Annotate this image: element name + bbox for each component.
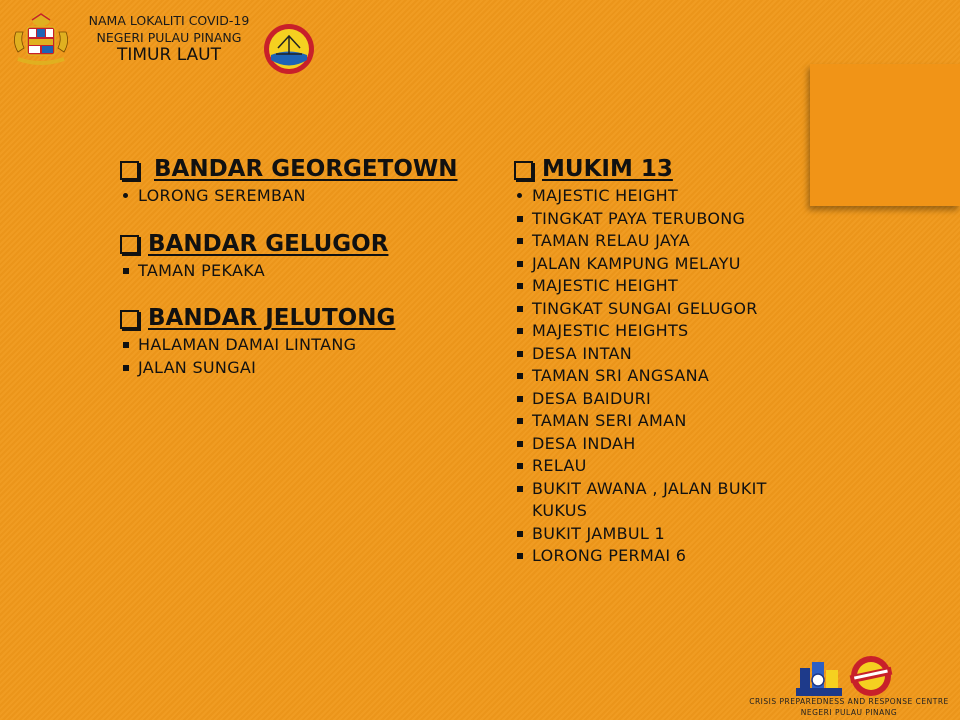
footer-line-1: CRISIS PREPAREDNESS AND RESPONSE CENTRE	[749, 697, 949, 706]
list-item: DESA INTAN	[514, 343, 814, 366]
list-item: TAMAN SRI ANGSANA	[514, 365, 814, 388]
section-title: MUKIM 13	[542, 156, 673, 182]
checkbox-icon	[120, 310, 139, 329]
list-item: TAMAN PEKAKA	[120, 260, 480, 283]
section-title: BANDAR GELUGOR	[148, 230, 389, 257]
header-line-1: NAMA LOKALITI COVID-19	[88, 13, 250, 28]
header-title	[74, 12, 264, 64]
locality-list	[120, 185, 480, 208]
cprc-logo-icon	[794, 658, 844, 698]
locality-list	[120, 260, 480, 283]
section-bandar-gelugor	[120, 228, 480, 283]
list-item: MAJESTIC HEIGHTS	[514, 320, 814, 343]
section-title: BANDAR JELUTONG	[148, 305, 396, 331]
badge-logo-icon	[848, 654, 894, 698]
list-item: TINGKAT SUNGAI GELUGOR	[514, 298, 814, 321]
section-bandar-jelutong	[120, 302, 480, 379]
list-item: BUKIT JAMBUL 1	[514, 523, 814, 546]
list-item: JALAN SUNGAI	[120, 357, 480, 380]
header-line-2: NEGERI PULAU PINANG	[96, 30, 242, 45]
locality-list	[514, 185, 814, 568]
locality-list	[120, 334, 480, 379]
decorative-panel	[810, 64, 960, 206]
list-item: DESA BAIDURI	[514, 388, 814, 411]
footer-text	[738, 696, 960, 718]
list-item: TAMAN SERI AMAN	[514, 410, 814, 433]
coat-of-arms-icon	[10, 12, 72, 68]
section-mukim-13	[514, 153, 814, 568]
right-column	[514, 153, 814, 588]
list-item: TINGKAT PAYA TERUBONG	[514, 208, 814, 231]
list-item: RELAU	[514, 455, 814, 478]
checkbox-icon	[514, 161, 533, 180]
penang-seal-icon	[262, 22, 316, 76]
section-header	[120, 302, 480, 334]
footer-line-2: NEGERI PULAU PINANG	[800, 708, 898, 717]
section-header	[514, 153, 814, 185]
section-bandar-georgetown	[120, 153, 480, 208]
list-item: DESA INDAH	[514, 433, 814, 456]
checkbox-icon	[120, 161, 139, 180]
header-district: TIMUR LAUT	[116, 45, 222, 65]
left-column	[120, 153, 480, 399]
footer	[738, 654, 960, 720]
list-item: BUKIT AWANA , JALAN BUKIT KUKUS	[514, 478, 782, 523]
section-header	[120, 228, 480, 260]
list-item: MAJESTIC HEIGHT	[514, 185, 814, 208]
section-title: BANDAR GEORGETOWN	[154, 156, 458, 182]
list-item: JALAN KAMPUNG MELAYU	[514, 253, 814, 276]
section-header	[120, 153, 480, 185]
list-item: LORONG SEREMBAN	[120, 185, 480, 208]
header	[10, 8, 310, 70]
list-item: MAJESTIC HEIGHT	[514, 275, 814, 298]
list-item: TAMAN RELAU JAYA	[514, 230, 814, 253]
checkbox-icon	[120, 235, 139, 254]
list-item: LORONG PERMAI 6	[514, 545, 814, 568]
list-item: HALAMAN DAMAI LINTANG	[120, 334, 480, 357]
